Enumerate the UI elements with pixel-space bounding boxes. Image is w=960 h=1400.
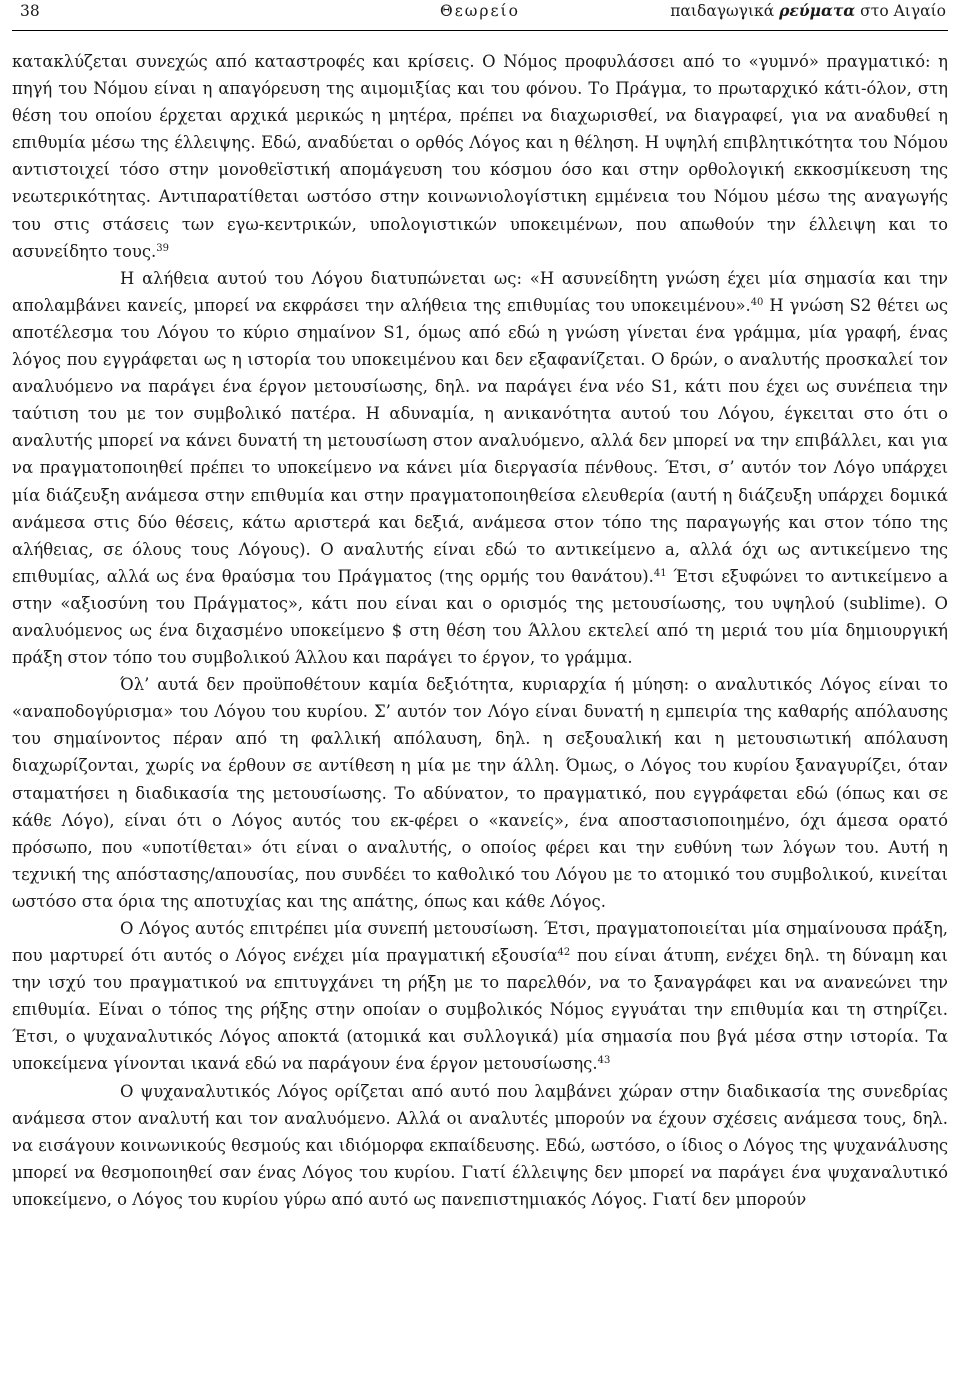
paragraph-p2 <box>12 265 948 671</box>
text-segment: Η αλήθεια αυτού του Λόγου διατυπώνεται ως: «Η ασυνείδητη γνώση έχει μία σημασία και την απολαμβάνει κανείς, μπορεί να εκφράσει την αλήθεια της επιθυμίας του υποκειμένου». <box>12 268 948 315</box>
paragraph-p1 <box>12 48 948 265</box>
page-number: 38 <box>20 2 40 20</box>
text-segment: που είναι άτυπη, ενέχει δηλ. τη δύναμη και την ισχύ του πραγματικού να επιτυγχάνει τη ρήξη με το παρελθόν, να το ξαναγράφει και να ανανεώνει την επιθυμία. Είναι ο τόπος της ρήξης στην οποίαν ο συμβολικός Νόμος εγγυάται την επιθυμία και τη στηρίζει. Έτσι, ο ψυχαναλυτικός Λόγος αποκτά (ατομικά και συλλογικά) μία σημασία που βγά μέσα στην ιστορία. Τα υποκείμενα γίνονται ικανά εδώ να παράγουν ένα έργον μετουσίωσης. <box>12 946 948 1074</box>
text-segment: Ο Λόγος αυτός επιτρέπει μία συνεπή μετουσίωση. Έτσι, πραγματοποιείται μία σημαίνουσα πράξη, που μαρτυρεί ότι αυτός ο Λόγος ενέχει μία πραγματική εξουσία <box>12 919 948 966</box>
page-header <box>12 0 948 31</box>
footnote-ref[interactable]: 40 <box>750 296 764 308</box>
footnote-ref[interactable]: 39 <box>156 242 169 254</box>
text-segment: Έτσι εξυφώνει το αντικείμενο a στην «αξιοσύνη του Πράγματος», κάτι που είναι και ο ορισμός της μετουσίωσης, του υψηλού (sublime). Ο αναλυόμενος ως ένα διχασμένο υποκείμενο $ στη θέση του Άλλου εκτελεί από τη μεριά του μία δημιουργική πράξη στον τόπο του συμβολικού Άλλου και παράγει το έργον, το γράμμα. <box>12 566 948 668</box>
journal-subtitle <box>670 0 946 22</box>
journal-subtitle-emphasis: ρεύματα <box>779 1 856 20</box>
footnote-ref[interactable]: 42 <box>557 947 571 959</box>
body-text <box>12 48 948 1213</box>
journal-subtitle-post: στο Αιγαίο <box>855 2 946 20</box>
text-segment: Η γνώση S2 θέτει ως αποτέλεσμα του Λόγου το κύριο σημαίνον S1, όμως από εδώ η γνώση γίνεται ένα γράμμα, μία γραφή, ένας λόγος που εγγράφεται ως η ιστορία του υποκειμένου και δεν εξαφανίζεται. Ο δρών, ο αναλυτής προσκαλεί τον αναλυόμενο να παράγει ένα έργον μετουσίωσης, δηλ. να παράγει ένα νέο S1, κάτι που έχει ως συνέπεια την ταύτιση του με τον συμβολικό πατέρα. Η αδυναμία, η ανικανότητα αυτού του Λόγου, έγκειται στο ότι ο αναλυτής μπορεί να κάνει δυνατή τη μετουσίωση στον αναλυόμενο, αλλά δεν μπορεί να την επιβάλλει, και για να πραγματοποιηθεί πρέπει το υποκείμενο να κάνει μία διεργασία πένθους. Έτσι, σ’ αυτόν τον Λόγο υπάρχει μία διάζευξη ανάμεσα στην επιθυμία και στην πραγματοποιηθείσα ελευθερία (αυτή η διάζευξη υπάρχει δομικά ανάμεσα στις δύο θέσεις, κάτω αριστερά και δεξιά, ανάμεσα στον τόπο της παραγωγής και στον τόπο της αλήθειας, σε όλους τους Λόγους). Ο αναλυτής είναι εδώ το αντικείμενο a, αλλά όχι ως αντικείμενο της επιθυμίας, αλλά ως ένα θραύσμα του Πράγματος (της ορμής του θανάτου). <box>12 295 948 586</box>
journal-name: Θεωρείο <box>440 2 520 20</box>
journal-subtitle-pre: παιδαγωγικά <box>670 2 780 20</box>
paragraph-p5 <box>12 1078 948 1213</box>
text-segment: Όλ’ αυτά δεν προϋποθέτουν καμία δεξιότητα, κυριαρχία ή μύηση: ο αναλυτικός Λόγος είναι το «αναποδογύρισμα» του Λόγου του κυρίου. Σ’ αυτόν τον Λόγο είναι δυνατή η εμπειρία της καθαρής απόλαυσης του σημαίνοντος πέραν από τη φαλλική απόλαυση, δηλ. η σεξουαλική και η μετουσιωτική απόλαυση διαχωρίζονται, χωρίς να έρθουν σε αντίθεση η μία με την άλλη. Όμως, ο Λόγος του κυρίου ξαναγυρίζει, όταν σταματήσει η διαδικασία της μετουσίωσης. Το αδύνατον, το πραγματικό, που εγγράφεται εδώ (όπως και σε κάθε Λόγο), είναι ότι ο Λόγος αυτός του εκ-φέρει ο «κανείς», ένα αποστασιοποιημένο, όχι άμεσα ορατό πρόσωπο, που «υποτίθεται» ότι είναι ο αναλυτής, ο οποίος φέρει και την ευθύνη των λόγων του. Αυτή η τεχνική της απόστασης/απουσίας, που συνδέει το καθολικό του Λόγου με το ατομικό του συμβολικού, κινείται ωστόσο στα όρια της αποτυχίας και της απάτης, όπως και κάθε Λόγος. <box>12 675 948 911</box>
text-segment: κατακλύζεται συνεχώς από καταστροφές και κρίσεις. Ο Νόμος προφυλάσσει από το «γυμνό» πραγματικό: η πηγή του Νόμου είναι η απαγόρευση της αιμομιξίας και του φόνου. Το Πράγμα, το πρωταρχικό κάτι-όλον, στη θέση του οποίου έρχεται αρχικά μερικώς η μητέρα, πρέπει να διαχωρισθεί, να διαγραφεί, για να αναδυθεί η επιθυμία μέσω της έλλειψης. Εδώ, αναδύεται ο ορθός Λόγος και η θέληση. Η υψηλή επιβλητικότητα του Νόμου αντιστοιχεί τόσο στην μονοθεϊστική απομάγευση του κόσμου όσο και στην ορθολογική εκκοσμίκευση της νεωτερικότητας. Αντιπαρατίθεται ωστόσο στην κοινωνιολογίστικη εμμένεια του Νόμου μέσω της αναγωγής του στις στάσεις των εγω-κεντρικών, υπολογιστικών υποκειμένων, που απωθούν την έλλειψη και το ασυνείδητο τους. <box>12 52 948 261</box>
text-segment: Ο ψυχαναλυτικός Λόγος ορίζεται από αυτό που λαμβάνει χώραν στην διαδικασία της συνεδρίας ανάμεσα στον αναλυτή και τον αναλυόμενο. Αλλά οι αναλυτές μπορούν να έχουν σχέσεις ανάμεσα τους, δηλ. να εισάγουν κοινωνικούς θεσμούς και ιδιόμορφα εκπαίδευσης. Εδώ, ωστόσο, ο ίδιος ο Λόγος της ψυχανάλυσης μπορεί να θεσμοποιηθεί σαν ένας Λόγος του κυρίου. Γιατί έλλειψης δεν μπορεί να παράγει ένα ψυχαναλυτικό υποκείμενο, ο Λόγος του κυρίου γύρω από αυτό ως πανεπιστημιακός Λόγος. Γιατί δεν μπορούν <box>12 1081 948 1209</box>
paragraph-p4 <box>12 915 948 1078</box>
paragraph-p3 <box>12 671 948 915</box>
footnote-ref[interactable]: 43 <box>597 1055 611 1067</box>
footnote-ref[interactable]: 41 <box>653 567 667 579</box>
